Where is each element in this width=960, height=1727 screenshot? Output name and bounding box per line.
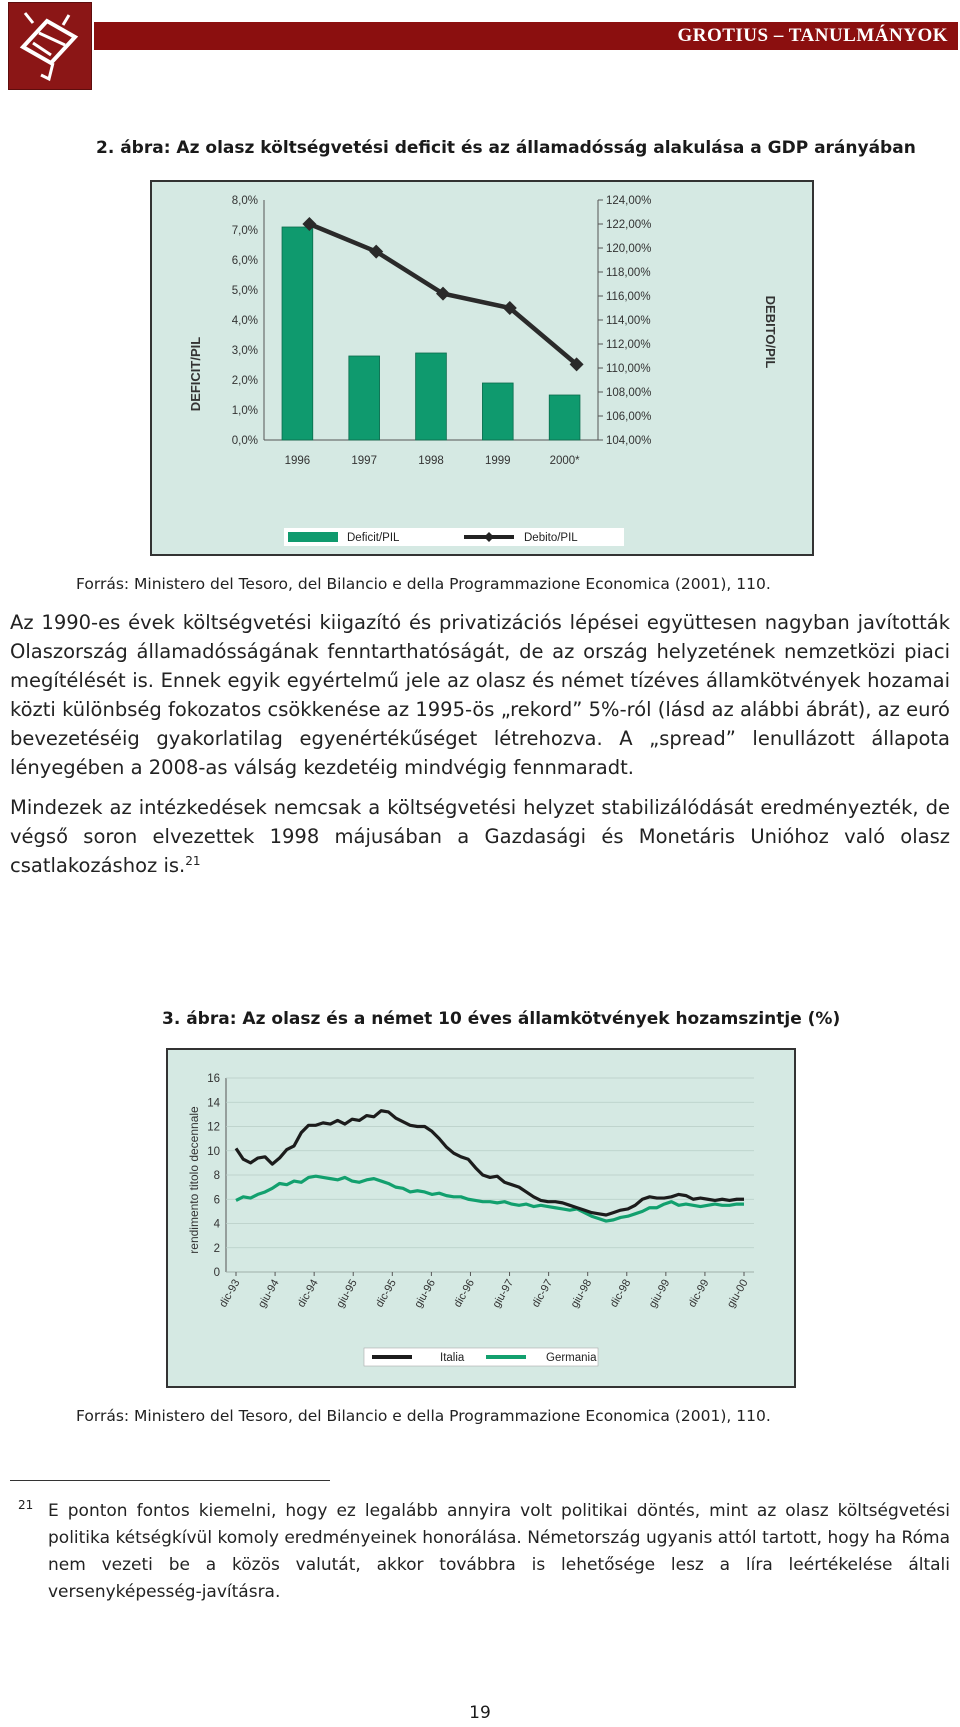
y-tick-label-left: 2,0% [231, 375, 258, 387]
x-tick-label: 1998 [418, 455, 444, 467]
header-banner [94, 22, 958, 50]
y-axis-label: rendimento titolo decennale [187, 1106, 201, 1254]
legend-label-deficit: Deficit/PIL [347, 532, 400, 544]
y-axis-label-right: DEBITO/PIL [763, 295, 778, 369]
y-tick-label-right: 110,00% [606, 363, 651, 375]
y-tick-label-right: 106,00% [606, 411, 652, 423]
x-tick-label: dic-93 [217, 1277, 243, 1310]
y-tick-label: 6 [213, 1194, 220, 1207]
legend [364, 1348, 598, 1366]
figure3-caption: 3. ábra: Az olasz és a német 10 éves államkötvények hozamszintje (%) [162, 1009, 841, 1029]
footnote-text: E ponton fontos kiemelni, hogy ez legalább annyira volt politikai döntés, mint az olasz költségvetési politika kétségkívül komoly eredményeinek honorálása. Németország ugyanis attól tartott, hogy ha Róma nem vezeti be a közös valutát, akkor továbbra is lehetősége lesz a líra leértékelése általi versenyképesség-javításra. [48, 1501, 950, 1602]
y-tick-label-right: 108,00% [606, 387, 652, 399]
y-tick-label-right: 114,00% [606, 315, 651, 327]
bond-yield-chart [168, 1050, 794, 1386]
x-tick-label: giu-97 [490, 1277, 517, 1310]
y-tick-label-left: 6,0% [231, 255, 258, 267]
y-tick-label-left: 4,0% [231, 315, 258, 327]
y-tick-label: 0 [213, 1267, 220, 1279]
x-tick-label: giu-96 [412, 1277, 438, 1310]
x-tick-label: dic-95 [373, 1277, 399, 1310]
legend-label-italia: Italia [440, 1352, 465, 1364]
y-tick-label-right: 120,00% [606, 243, 652, 255]
x-tick-label: 1996 [284, 455, 311, 467]
x-tick-label: dic-94 [295, 1277, 321, 1310]
x-tick-label: dic-96 [451, 1277, 478, 1310]
y-tick-label-right: 124,00% [606, 195, 652, 207]
legend-label-debt: Debito/PIL [524, 532, 578, 544]
y-tick-label: 8 [213, 1170, 220, 1182]
y-tick-label: 12 [207, 1121, 220, 1134]
bar-deficit [282, 227, 313, 440]
y-tick-label-left: 8,0% [231, 195, 258, 207]
y-tick-label-right: 116,00% [606, 291, 651, 303]
figure3-source: Forrás: Ministero del Tesoro, del Bilancio e della Programmazione Economica (2001), 110. [76, 1407, 771, 1425]
x-tick-label: 2000* [549, 455, 580, 467]
figure2-source: Forrás: Ministero del Tesoro, del Bilancio e della Programmazione Economica (2001), 110. [76, 575, 771, 593]
figure2-chart [150, 180, 814, 556]
y-tick-label: 4 [213, 1218, 220, 1231]
y-tick-label-right: 112,00% [606, 339, 651, 351]
footnote-divider [10, 1480, 330, 1481]
y-tick-label-left: 1,0% [231, 405, 258, 417]
bar-deficit [349, 356, 380, 440]
footnote-mark: 21 [18, 1498, 34, 1512]
y-tick-label-right: 104,00% [606, 435, 652, 447]
x-tick-label: 1997 [351, 455, 377, 467]
x-tick-label: 1999 [485, 455, 511, 467]
grotius-logo-icon [9, 3, 91, 89]
x-tick-label: dic-99 [686, 1277, 712, 1310]
y-tick-label-right: 122,00% [606, 219, 652, 231]
x-tick-label: giu-99 [646, 1277, 673, 1310]
y-tick-label: 2 [213, 1242, 220, 1255]
bar-deficit [549, 395, 580, 440]
y-tick-label-left: 0,0% [231, 435, 258, 447]
paragraph-2-text: Mindezek az intézkedések nemcsak a költségvetési helyzet stabilizálódását eredményezték, de végső soron elvezettek 1998 májusában a Gazdasági és Monetáris Unióhoz való olasz csatlakozáshoz is. [10, 796, 950, 877]
y-tick-label-right: 118,00% [606, 267, 651, 279]
x-tick-label: giu-94 [255, 1277, 282, 1310]
footnote-reference[interactable]: 21 [185, 854, 201, 868]
y-tick-label-left: 5,0% [231, 285, 258, 297]
x-tick-label: giu-00 [724, 1277, 751, 1310]
figure2-caption: 2. ábra: Az olasz költségvetési deficit és az államadósság alakulása a GDP arányában [96, 138, 916, 158]
bar-deficit [416, 353, 447, 440]
y-tick-label: 14 [207, 1097, 220, 1110]
footnote [10, 1498, 950, 1606]
page-number: 19 [469, 1703, 491, 1723]
deficit-debt-chart [152, 182, 812, 554]
y-axis-label-left: DEFICIT/PIL [188, 336, 203, 412]
legend-label-germania: Germania [546, 1352, 597, 1364]
x-tick-label: giu-95 [334, 1277, 360, 1310]
figure3-chart [166, 1048, 796, 1388]
series-title: GROTIUS – TANULMÁNYOK [677, 25, 948, 46]
x-tick-label: giu-98 [568, 1277, 595, 1310]
y-tick-label: 16 [207, 1073, 220, 1085]
y-tick-label: 10 [207, 1145, 220, 1158]
y-tick-label-left: 3,0% [231, 345, 258, 357]
body-text [10, 608, 950, 891]
legend [284, 528, 624, 546]
x-tick-label: dic-98 [607, 1277, 634, 1310]
paragraph-2 [10, 793, 950, 880]
page-header [8, 0, 958, 90]
y-tick-label-left: 7,0% [231, 225, 258, 237]
x-tick-label: dic-97 [529, 1277, 556, 1310]
bar-deficit [482, 383, 513, 440]
legend-swatch-deficit [288, 532, 338, 542]
paragraph-1: Az 1990-es évek költségvetési kiigazító és privatizációs lépései együttesen nagyban javították Olaszország államadósságának fenntarthatóságát, de az ország helyzetének nemzetközi piaci megítélését is. Ennek egyik egyértelmű jele az olasz és német tízéves államkötvények hozamai közti különbség fokozatos csökkenése az 1995-ös „rekord” 5%-ról (lásd az alábbi ábrát), az euró bevezetéséig gyakorlatilag egyenértékűséget létrehozva. A „spread” lenullázott állapota lényegében a 2008-as válság kezdetéig mindvégig fennmaradt. [10, 611, 950, 779]
logo [8, 2, 92, 90]
